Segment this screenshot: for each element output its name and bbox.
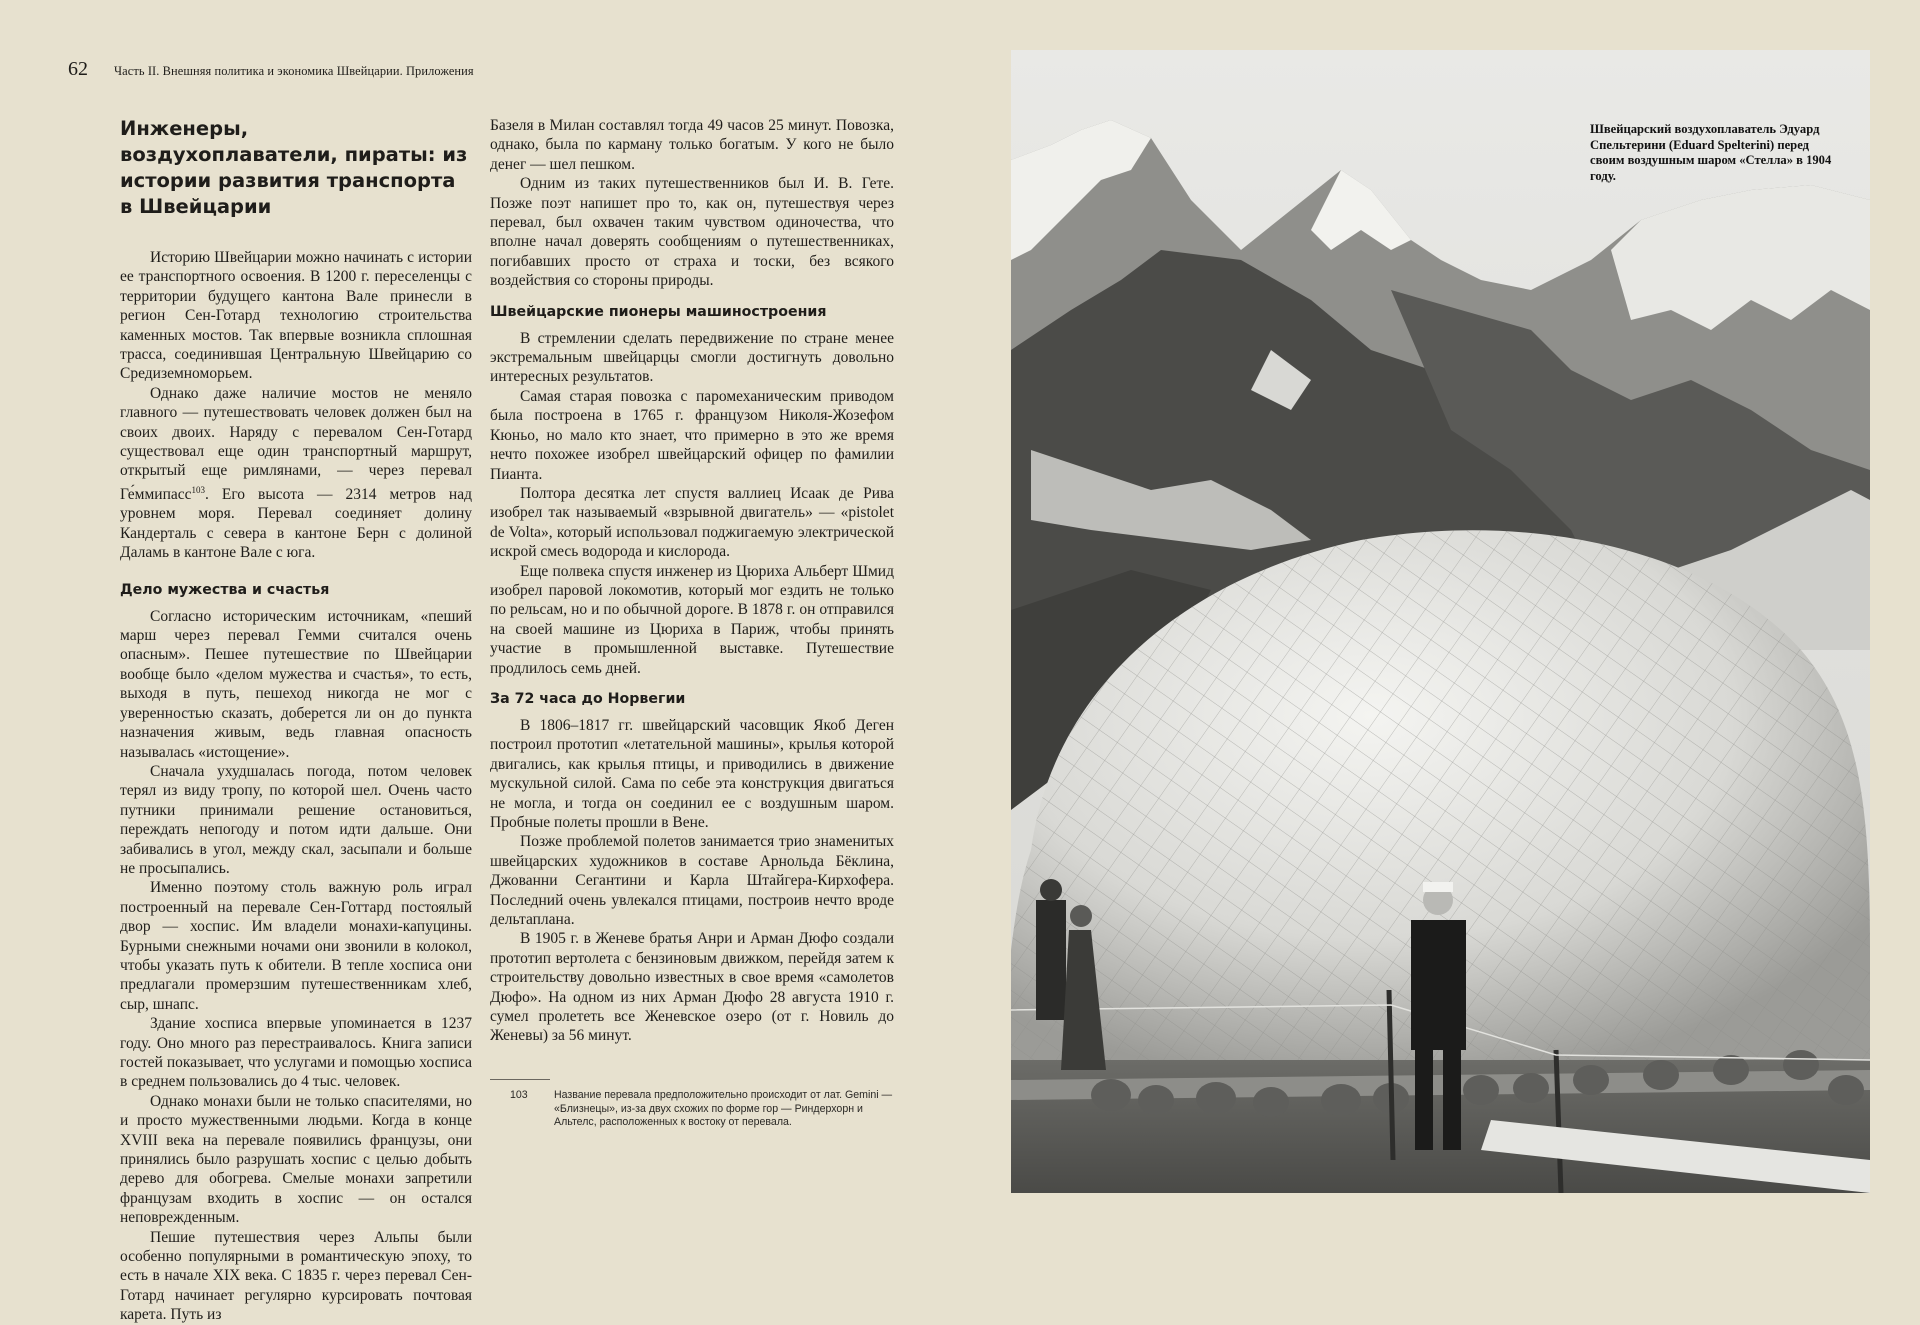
paragraph: В 1905 г. в Женеве братья Анри и Арман Дюфо создали прототип вертолета с бензиновым движком, перейдя затем к строительству довольно известных в свое время «самолетов Дюфо». На одном из них Арман Дюфо 28 августа 1910 г. сумел пролететь все Женевское озеро (от г. Новиль до Женевы) за 56 минут. [490,930,894,1045]
paragraph: Базеля в Милан составлял тогда 49 часов 25 минут. Повозка, однако, была по карману только богатым. У кого не было денег — шел пешком. [490,117,894,173]
paragraph: Полтора десятка лет спустя валлиец Исаак де Рива изобрел так называемый «взрывной двигатель» — «pistolet de Volta», который использовал поджигаемую электрической искрой смесь водорода и кислорода. [490,484,894,561]
paragraph: Согласно историческим источникам, «пеший марш через перевал Гемми считался очень опасным». Пешее путешествие по Швейцарии вообще было «делом мужества и счастья», то есть, выходя в путь, пешеход никогда не мог с уверенностью сказать, доберется ли он до пункта назначения живым, ведь главная опасность называлась «истощение». [120,607,472,761]
article-title: Инженеры, воздухоплаватели, пираты: из истории развития транспорта в Швейцарии [120,117,468,218]
subhead-courage: Дело мужества и счастья [120,581,330,598]
paragraph: Здание хосписа впервые упоминается в 1237 году. Оно много раз перестраивалось. Книга записи гостей показывает, что услугами и помощью хосписа в среднем пользовались до 4 тыс. человек. [120,1015,472,1091]
paragraph-text: . Его высота — 2314 метров над уровнем моря. Перевал соединяет долину Кандерталь с севера в кантоне Берн с долиной Даламь в кантоне Вале с юга. [120,486,472,562]
paragraph: Именно поэтому столь важную роль играл построенный на перевале Сен-Готтард постоялый двор — хоспис. Им владели монахи-капуцины. Бурными снежными ночами они звонили в колокол, чтобы указать путь к обители. В тепле хосписа они предлагали промерзшим путешественникам хлеб, сыр, шнапс. [120,879,472,1013]
paragraph: Однако монахи были не только спасителями, но и просто мужественными людьми. Когда в конце XVIII века на перевале появились французы, они принялись было разрушать хоспис с целью добыть дерево для обогрева. Смелые монахи запретили французам входить в хоспис — он остался неповрежденным. [120,1092,472,1227]
footnote-number: 103 [510,1089,528,1101]
paragraph: В 1806–1817 гг. швейцарский часовщик Якоб Деген построил прототип «летательной машины», крылья которой двигались, как крылья птицы, и приводились в движение мускульной силой. Сама по себе эта конструкция двигаться не могла, и тогда он соединил ее с воздушным шаром. Пробные полеты прошли в Вене. [490,716,894,831]
paragraph: Самая старая повозка с паромеханическим приводом была построена в 1765 г. французом Николя-Жозефом Кюньо, но мало кто знает, что примерно в это же время нечто похожее изобрел швейцарский офицер по фамилии Пианта. [490,387,894,483]
footnote [510,1089,894,1130]
footnote-text: Название перевала предположительно происходит от лат. Gemini — «Близнецы», из-за двух схожих по форме гор — Риндерхорн и Альтелс, расположенных к востоку от перевала. [554,1089,893,1129]
paragraph: Историю Швейцарии можно начинать с истории ее транспортного освоения. В 1200 г. переселенцы с территории будущего кантона Вале принесли в регион Сен-Готард технологию строительства каменных мостов. Так впервые возникла сплошная трасса, соединившая Центральную Швейцарию со Средиземноморьем. [120,249,472,383]
paragraph: Еще полвека спустя инженер из Цюриха Альберт Шмид изобрел паровой локомотив, который мог ездить не только по рельсам, но и по обычной дороге. В 1878 г. он отправился на своей машине из Цюриха в Париж, чтобы принять участие в промышленной выставке. Путешествие продлилось семь дней. [490,562,894,677]
paragraph: В стремлении сделать передвижение по стране менее экстремальным швейцарцы смогли достигнуть довольно интересных результатов. [490,329,894,386]
page-number: 62 [68,58,88,80]
page-header [68,58,788,88]
paragraph: Одним из таких путешественников был И. В. Гете. Позже поэт напишет про то, как он, путешествуя через перевал, был охвачен таким чувством одиночества, что вполне начал доверять сообщениям о путешественниках, погибавших просто от страха и тоски, без всякого воздействия со стороны природы. [490,175,894,290]
paragraph-gemmi [120,384,472,563]
text-column-right [490,116,894,1046]
subhead-pioneers: Швейцарские пионеры машиностроения [490,303,827,320]
footnote-reference[interactable]: 103 [191,484,206,495]
subhead-norway: За 72 часа до Норвегии [490,690,686,707]
paragraph: Позже проблемой полетов занимается трио знаменитых швейцарских художников в составе Арнольда Бёклина, Джованни Сегантини и Карла Штайгера-Кирхофера. Последний очень увлекался птицами, построив нечто вроде дельтаплана. [490,833,894,929]
paragraph: Сначала ухудшалась погода, потом человек терял из виду тропу, по которой шел. Очень часто путники принимали решение остановиться, переждать непогоду и потом идти дальше. Они забивались в угол, между скал, засыпали и больше не просыпались. [120,762,472,877]
paragraph: Пешие путешествия через Альпы были особенно популярными в романтическую эпоху, то есть в начале XIX века. С 1835 г. через перевал Сен-Готард начинает регулярно курсировать почтовая карета. Путь из [120,1228,472,1324]
photo-caption: Швейцарский воздухоплаватель Эдуард Спельтерини (Eduard Spelterini) перед своим воздушным шаром «Стелла» в 1904 году. [1590,122,1832,183]
running-head: Часть II. Внешняя политика и экономика Швейцарии. Приложения [114,64,474,78]
balloon-photograph [1011,50,1870,1193]
text-column-left [120,116,472,1325]
paragraph-text: Однако даже наличие мостов не меняло главного — путешествовать человек должен был на своих двоих. Наряду с перевалом Сен-Готард существовал еще один транспортный маршрут, открытый еще римлянами, — через перевал Ге́ммипасс [120,384,472,504]
footnote-divider [490,1079,550,1080]
